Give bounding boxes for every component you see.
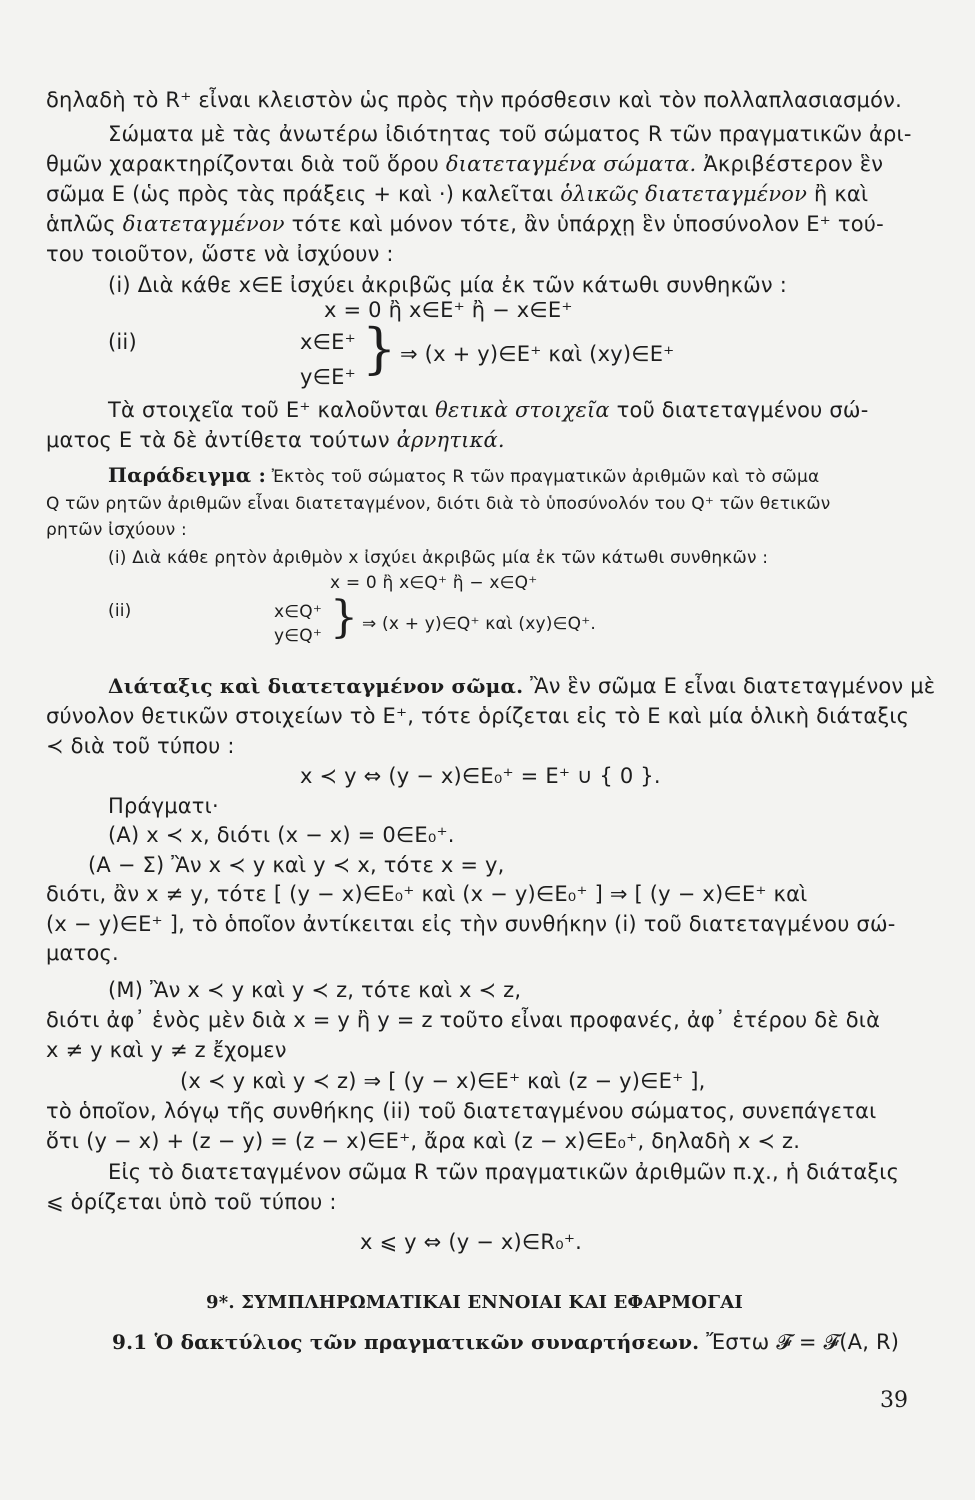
text-line: x ≠ y καὶ y ≠ z ἔχομεν: [46, 1038, 287, 1062]
example-line: [108, 463, 819, 487]
subsection-line: [112, 1330, 899, 1355]
text-line: (i) Διὰ κάθε ρητὸν ἀριθμὸν x ἰσχύει ἀκριβῶς μία ἐκ τῶν κάτωθι συνθηκῶν :: [108, 548, 769, 568]
text-line: δηλαδὴ τὸ R⁺ εἶναι κλειστὸν ὡς πρὸς τὴν πρόσθεσιν καὶ τὸν πολλαπλασιασμόν.: [46, 88, 902, 112]
text-line: (A) x ≺ x, διότι (x − x) = 0∈E₀⁺.: [108, 823, 455, 847]
right-brace: }: [362, 317, 397, 380]
text-line: [108, 398, 868, 422]
right-brace: }: [330, 592, 358, 643]
section-heading: 9*. ΣΥΜΠΛΗΡΩΜΑΤΙΚΑΙ ΕΝΝΟΙΑΙ ΚΑΙ ΕΦΑΡΜΟΓΑΙ: [206, 1292, 744, 1313]
formula-line: x = 0 ἢ x∈E⁺ ἢ − x∈E⁺: [324, 298, 573, 322]
text-span: Ἀκριβέστερον ἓν: [696, 152, 884, 176]
condition-label: (ii): [108, 601, 132, 621]
text-line: Εἰς τὸ διατεταγμένον σῶμα R τῶν πραγματικῶν ἀριθμῶν π.χ., ἡ διάταξις: [108, 1160, 900, 1184]
text-line: [108, 674, 935, 698]
formula-line: ⇒ (x + y)∈E⁺ καὶ (xy)∈E⁺: [400, 342, 675, 366]
text-line: (x − y)∈E⁺ ], τὸ ὁποῖον ἀντίκειται εἰς τὴν συνθήκην (i) τοῦ διατεταγμένου σώ-: [46, 912, 896, 936]
formula-line: ⇒ (x + y)∈Q⁺ καὶ (xy)∈Q⁺.: [362, 614, 596, 634]
subsection-heading: 9.1 Ὁ δακτύλιος τῶν πραγματικῶν συναρτήσεων.: [112, 1330, 700, 1354]
text-line: Πράγματι·: [108, 794, 219, 818]
emphasis-term: διατεταγμένα σώματα.: [445, 152, 697, 176]
text-line: Σώματα μὲ τὰς ἀνωτέρω ἰδιότητας τοῦ σώματος R τῶν πραγματικῶν ἀρι-: [108, 122, 912, 146]
section-term: Διάταξις καὶ διατεταγμένον σῶμα.: [108, 674, 524, 698]
text-line: διότι ἀφ᾽ ἑνὸς μὲν διὰ x = y ἢ y = z τοῦτο εἶναι προφανές, ἀφ᾽ ἑτέρου δὲ διὰ: [46, 1008, 881, 1032]
text-line: διότι, ἂν x ≠ y, τότε [ (y − x)∈E₀⁺ καὶ (x − y)∈E₀⁺ ] ⇒ [ (y − x)∈E⁺ καὶ: [46, 882, 808, 906]
text-line: (A − Σ) Ἂν x ≺ y καὶ y ≺ x, τότε x = y,: [88, 853, 505, 877]
emphasis-term: ἀρνητικά.: [396, 428, 505, 452]
formula-line: x = 0 ἢ x∈Q⁺ ἢ − x∈Q⁺: [330, 573, 538, 593]
condition-label: (ii): [108, 330, 137, 354]
text-line: ὅτι (y − x) + (z − y) = (z − x)∈E⁺, ἄρα καὶ (z − x)∈E₀⁺, δηλαδὴ x ≺ z.: [46, 1129, 801, 1153]
text-line: ματος.: [46, 941, 119, 965]
text-line: σύνολον θετικῶν στοιχείων τὸ Ε⁺, τότε ὁρίζεται εἰς τὸ Ε καὶ μία ὁλικὴ διάταξις: [46, 704, 910, 728]
text-line: του τοιοῦτον, ὥστε νὰ ἰσχύουν :: [46, 242, 394, 266]
text-line: [46, 152, 883, 176]
text-line: ρητῶν ἰσχύουν :: [46, 520, 187, 540]
formula-line: x ⩽ y ⇔ (y − x)∈R₀⁺.: [360, 1230, 582, 1254]
text-span: τότε καὶ μόνον τότε, ἂν ὑπάρχῃ ἓν ὑποσύνολον Ε⁺ τού-: [284, 212, 884, 236]
text-line: ⩽ ὁρίζεται ὑπὸ τοῦ τύπου :: [46, 1190, 337, 1214]
example-heading: Παράδειγμα :: [108, 463, 267, 487]
emphasis-term: διατεταγμένον: [122, 212, 285, 236]
formula-line: x∈E⁺: [300, 330, 356, 354]
text-line: [46, 428, 505, 452]
text-span: σῶμα Ε (ὡς πρὸς τὰς πράξεις + καὶ ·) καλεῖται: [46, 182, 561, 206]
text-span: ἢ καὶ: [807, 182, 869, 206]
text-span: Ἐκτὸς τοῦ σώματος R τῶν πραγματικῶν ἀριθμῶν καὶ τὸ σῶμα: [266, 467, 820, 487]
text-span: Ἂν ἓν σῶμα Ε εἶναι διατεταγμένον μὲ: [523, 674, 936, 698]
formula-line: (x ≺ y καὶ y ≺ z) ⇒ [ (y − x)∈E⁺ καὶ (z − y)∈E⁺ ],: [180, 1069, 706, 1093]
text-line: τὸ ὁποῖον, λόγῳ τῆς συνθήκης (ii) τοῦ διατεταγμένου σώματος, συνεπάγεται: [46, 1099, 877, 1123]
text-line: [46, 212, 884, 236]
formula-line: y∈E⁺: [300, 365, 356, 389]
text-line: (M) Ἂν x ≺ y καὶ y ≺ z, τότε καὶ x ≺ z,: [108, 978, 522, 1002]
text-line: Q τῶν ρητῶν ἀριθμῶν εἶναι διατεταγμένον, διότι διὰ τὸ ὑποσύνολόν του Q⁺ τῶν θετικῶν: [46, 494, 831, 514]
page-number: 39: [880, 1388, 908, 1413]
formula-line: x ≺ y ⇔ (y − x)∈E₀⁺ = E⁺ ∪ { 0 }.: [300, 764, 661, 788]
formula-line: x∈Q⁺: [274, 602, 323, 622]
emphasis-term: ὁλικῶς διατεταγμένον: [560, 182, 808, 206]
emphasis-term: θετικὰ στοιχεῖα: [435, 398, 610, 422]
text-span: ματος Ε τὰ δὲ ἀντίθετα τούτων: [46, 428, 397, 452]
text-line: ≺ διὰ τοῦ τύπου :: [46, 734, 235, 758]
text-span: ἁπλῶς: [46, 212, 123, 236]
text-span: θμῶν χαρακτηρίζονται διὰ τοῦ ὅρου: [46, 152, 446, 176]
text-span: Ἔστω 𝓕 = 𝓕(A, R): [699, 1330, 900, 1354]
text-span: τοῦ διατεταγμένου σώ-: [609, 398, 869, 422]
text-line: (i) Διὰ κάθε x∈E ἰσχύει ἀκριβῶς μία ἐκ τῶν κάτωθι συνθηκῶν :: [108, 273, 788, 297]
formula-line: y∈Q⁺: [274, 626, 323, 646]
text-span: Τὰ στοιχεῖα τοῦ Ε⁺ καλοῦνται: [108, 398, 436, 422]
text-line: [46, 182, 868, 206]
